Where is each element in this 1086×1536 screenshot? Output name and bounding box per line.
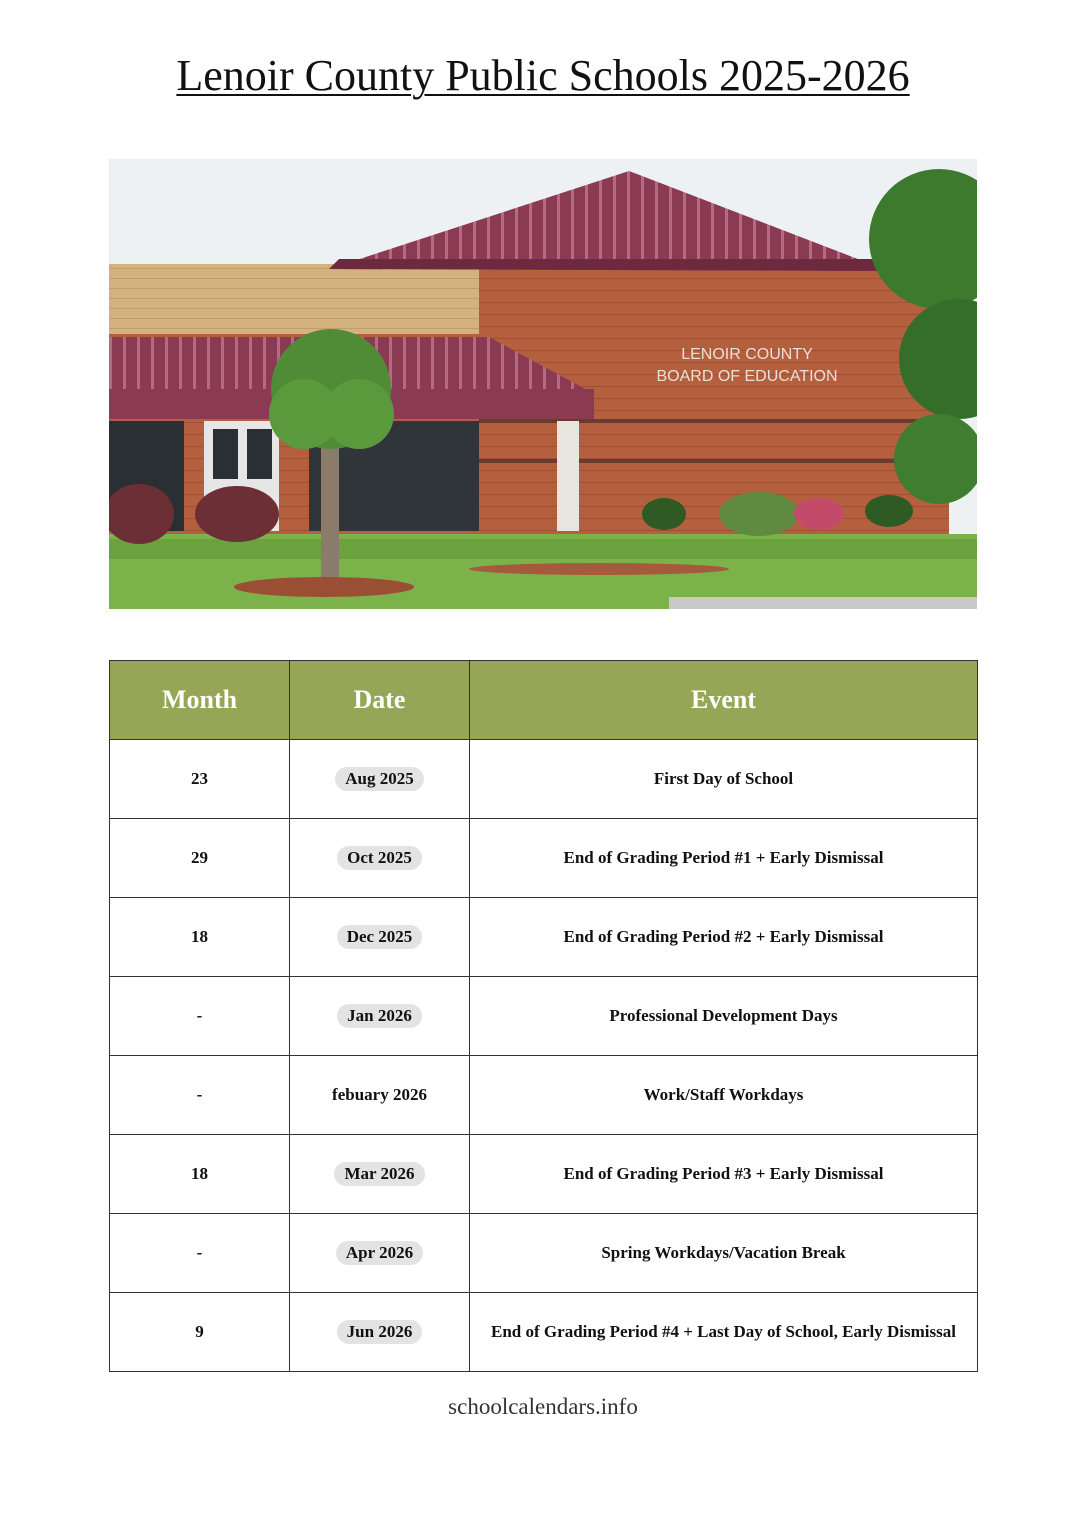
cell-month: 9	[110, 1293, 290, 1372]
cell-date	[290, 1056, 470, 1135]
date-pill: Aug 2025	[335, 767, 423, 791]
cell-date	[290, 1293, 470, 1372]
cell-month: 18	[110, 1135, 290, 1214]
date-pill: Jun 2026	[337, 1320, 423, 1344]
cell-month: -	[110, 1214, 290, 1293]
cell-event: End of Grading Period #4 + Last Day of School, Early Dismissal	[470, 1293, 978, 1372]
page-title: Lenoir County Public Schools 2025-2026	[176, 51, 910, 100]
header-date: Date	[290, 661, 470, 740]
date-pill: Mar 2026	[334, 1162, 424, 1186]
cell-date	[290, 898, 470, 977]
table-row	[110, 1214, 978, 1293]
cell-date	[290, 977, 470, 1056]
cell-date	[290, 1214, 470, 1293]
cell-event: End of Grading Period #2 + Early Dismissal	[470, 898, 978, 977]
table-row	[110, 977, 978, 1056]
table-row	[110, 898, 978, 977]
cell-event: Work/Staff Workdays	[470, 1056, 978, 1135]
date-pill: Jan 2026	[337, 1004, 422, 1028]
table-row	[110, 740, 978, 819]
sign-line-1: LENOIR COUNTY	[681, 346, 813, 363]
cell-month: -	[110, 977, 290, 1056]
cell-event: End of Grading Period #1 + Early Dismissal	[470, 819, 978, 898]
cell-event: Spring Workdays/Vacation Break	[470, 1214, 978, 1293]
sign-line-2: BOARD OF EDUCATION	[656, 368, 838, 385]
table-row	[110, 1135, 978, 1214]
table-row	[110, 1056, 978, 1135]
table-row	[110, 1293, 978, 1372]
header-month: Month	[110, 661, 290, 740]
table-header-row	[110, 661, 978, 740]
cell-event: Professional Development Days	[470, 977, 978, 1056]
cell-event: First Day of School	[470, 740, 978, 819]
footer-site: schoolcalendars.info	[448, 1394, 638, 1419]
cell-date	[290, 819, 470, 898]
cell-month: 23	[110, 740, 290, 819]
cell-month: 18	[110, 898, 290, 977]
date-pill: Oct 2025	[337, 846, 422, 870]
date-pill: febuary 2026	[332, 1085, 427, 1104]
table-row	[110, 819, 978, 898]
cell-date	[290, 740, 470, 819]
calendar-table	[109, 660, 978, 1372]
date-pill: Apr 2026	[336, 1241, 423, 1265]
date-pill: Dec 2025	[337, 925, 423, 949]
cell-month: -	[110, 1056, 290, 1135]
cell-event: End of Grading Period #3 + Early Dismissal	[470, 1135, 978, 1214]
header-event: Event	[470, 661, 978, 740]
cell-month: 29	[110, 819, 290, 898]
building-photo	[109, 159, 977, 609]
cell-date	[290, 1135, 470, 1214]
